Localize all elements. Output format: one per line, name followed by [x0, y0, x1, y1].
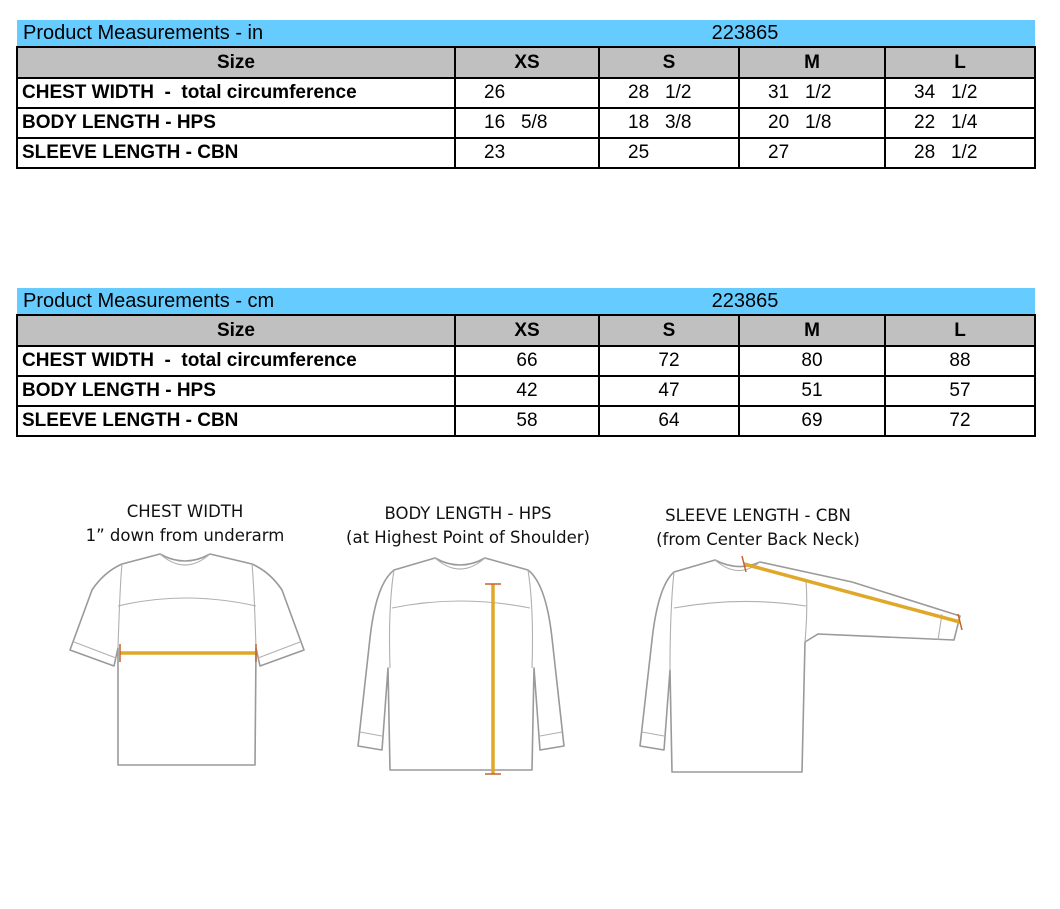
row-label: SLEEVE LENGTH - CBN [17, 406, 455, 436]
table-row-body-length [17, 108, 1035, 138]
cell-value: 42 [455, 376, 599, 406]
table-title: Product Measurements - cm [17, 288, 455, 315]
diagram-title-line1: SLEEVE LENGTH - CBN [665, 506, 851, 525]
diagram-title-line1: CHEST WIDTH [126, 502, 244, 521]
cell-value: 18 3/8 [599, 108, 739, 138]
row-label: CHEST WIDTH - total circumference [17, 346, 455, 376]
cell-value: 51 [739, 376, 885, 406]
cell-value: 16 5/8 [455, 108, 599, 138]
size-xs: XS [455, 315, 599, 346]
diagram-title-line2: 1” down from underarm [85, 526, 285, 545]
measurements-table-cm [16, 288, 1036, 437]
cell-value: 72 [885, 406, 1035, 436]
diagram-title-line1: BODY LENGTH - HPS [384, 504, 552, 523]
chest-width-diagram-title [60, 500, 310, 548]
measurements-table-in [16, 20, 1036, 169]
cell-value: 20 1/8 [739, 108, 885, 138]
size-l: L [885, 315, 1035, 346]
diagram-title-line2: (at Highest Point of Shoulder) [346, 528, 590, 547]
cell-value: 31 1/2 [739, 78, 885, 108]
cell-value: 28 1/2 [599, 78, 739, 108]
row-label: CHEST WIDTH - total circumference [17, 78, 455, 108]
cell-value: 25 [599, 138, 739, 168]
cell-value: 22 1/4 [885, 108, 1035, 138]
cell-value: 66 [455, 346, 599, 376]
style-number: 223865 [455, 20, 1035, 47]
size-m: M [739, 47, 885, 78]
cell-value: 28 1/2 [885, 138, 1035, 168]
longsleeve-body-length-diagram [340, 548, 580, 783]
cell-value: 47 [599, 376, 739, 406]
cell-value: 57 [885, 376, 1035, 406]
size-l: L [885, 47, 1035, 78]
cell-value: 64 [599, 406, 739, 436]
cell-value: 27 [739, 138, 885, 168]
longsleeve-sleeve-length-diagram [630, 550, 970, 780]
row-label: SLEEVE LENGTH - CBN [17, 138, 455, 168]
cell-value: 34 1/2 [885, 78, 1035, 108]
cell-value: 80 [739, 346, 885, 376]
tshirt-chest-diagram [60, 550, 320, 780]
table-title-bar [17, 20, 1035, 47]
diagram-title-line2: (from Center Back Neck) [656, 530, 860, 549]
table-row-chest-width [17, 78, 1035, 108]
row-label: BODY LENGTH - HPS [17, 108, 455, 138]
table-row-chest-width [17, 346, 1035, 376]
cell-value: 23 [455, 138, 599, 168]
table-row-sleeve-length [17, 138, 1035, 168]
size-m: M [739, 315, 885, 346]
row-label: BODY LENGTH - HPS [17, 376, 455, 406]
table-row-body-length [17, 376, 1035, 406]
size-header-row [17, 315, 1035, 346]
cell-value: 72 [599, 346, 739, 376]
sleeve-length-diagram-title [628, 504, 888, 552]
size-header: Size [17, 315, 455, 346]
size-s: S [599, 47, 739, 78]
cell-value: 26 [455, 78, 599, 108]
size-xs: XS [455, 47, 599, 78]
size-header-row [17, 47, 1035, 78]
size-header: Size [17, 47, 455, 78]
table-title-bar [17, 288, 1035, 315]
cell-value: 88 [885, 346, 1035, 376]
table-row-sleeve-length [17, 406, 1035, 436]
style-number: 223865 [455, 288, 1035, 315]
cell-value: 58 [455, 406, 599, 436]
size-s: S [599, 315, 739, 346]
cell-value: 69 [739, 406, 885, 436]
body-length-diagram-title [328, 502, 608, 550]
table-title: Product Measurements - in [17, 20, 455, 47]
